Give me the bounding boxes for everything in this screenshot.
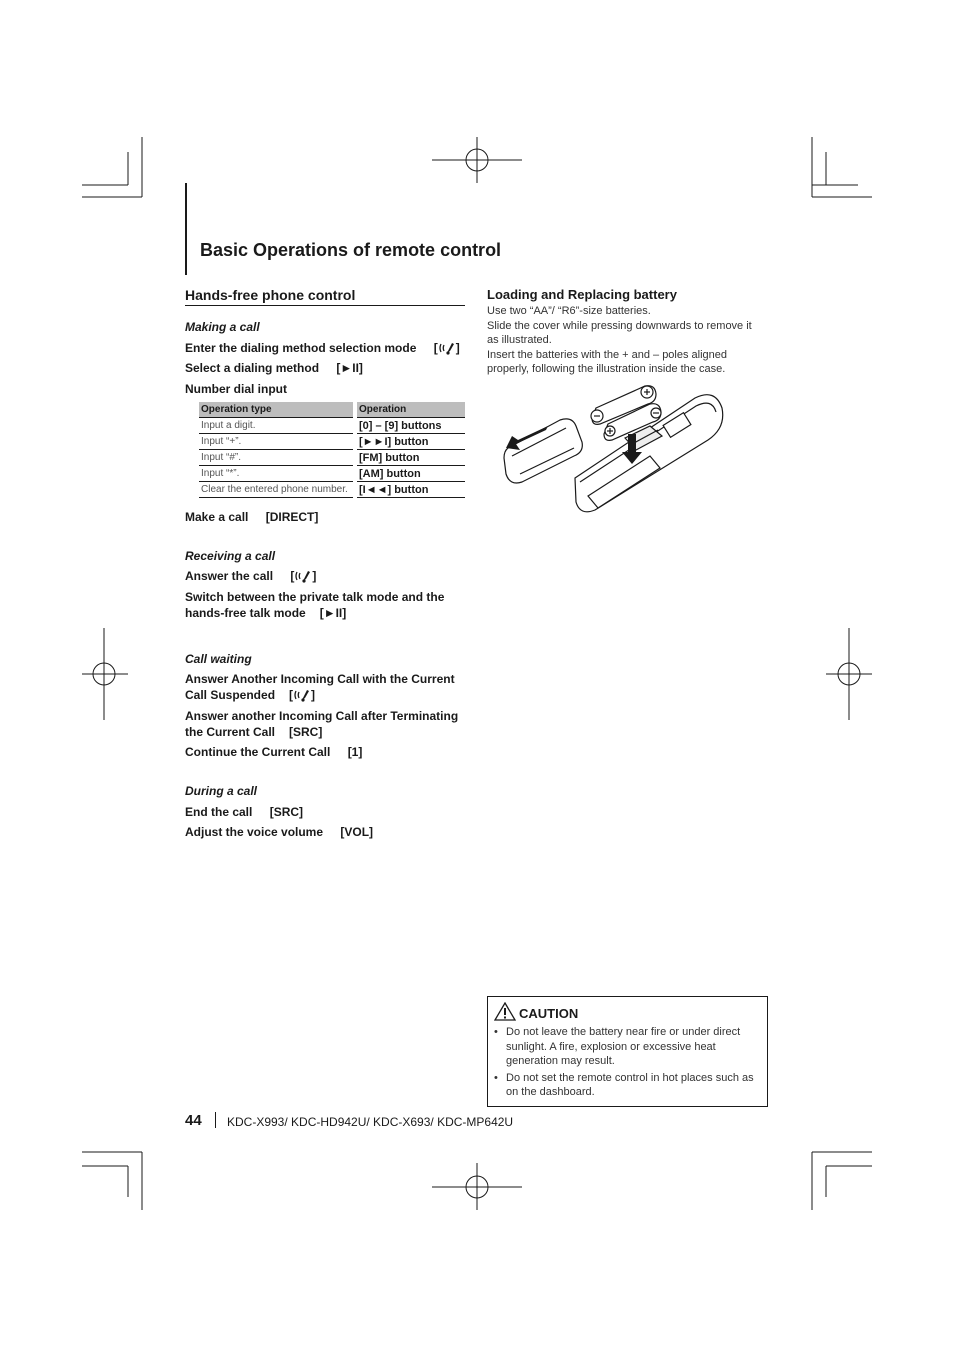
direct-key: [DIRECT] [265,510,319,524]
end-call-row [185,804,303,820]
table-row [199,466,465,482]
call-waiting-item-1-line2: Call Suspended [185,688,276,702]
adjust-volume-label: Adjust the voice volume [185,825,324,839]
answer-call-row [185,568,316,584]
operation-cell: [AM] button [355,466,465,482]
call-waiting-item-2 [185,708,470,740]
warning-icon [494,1002,516,1021]
table-row [199,434,465,450]
receiving-call-heading: Receiving a call [185,549,276,563]
switch-talk-mode-line1: Switch between the private talk mode and the [185,590,445,604]
src-key: [SRC] [289,725,323,739]
battery-illustration [500,378,728,516]
battery-heading: Loading and Replacing battery [487,287,677,302]
call-waiting-heading: Call waiting [185,652,252,666]
answer-call-label: Answer the call [185,569,274,583]
operation-table [199,402,465,498]
call-waiting-item-2-line2: the Current Call [185,725,276,739]
battery-text-2: Slide the cover while pressing downwards to remove it as illustrated. [487,319,752,346]
operation-cell: [I◄◄] button [355,482,465,498]
enter-dialing-mode-row [185,340,460,356]
phone-key-icon: [ ] [433,341,460,355]
enter-dialing-mode-label: Enter the dialing method selection mode [185,341,417,355]
call-waiting-item-2-line1: Answer another Incoming Call after Terminating [185,709,459,723]
number-dial-input-label: Number dial input [185,382,287,396]
table-row [199,450,465,466]
title-bar [185,183,187,275]
battery-text-1: Use two “AA”/ “R6”-size batteries. [487,305,651,317]
model-list: KDC-X993/ KDC-HD942U/ KDC-X693/ KDC-MP642U [227,1115,514,1129]
make-call-row [185,509,318,525]
operation-cell: [FM] button [355,450,465,466]
src-key: [SRC] [269,805,304,819]
operation-type-cell: Input “+”. [199,434,355,450]
during-call-heading: During a call [185,784,258,798]
operation-type-cell: Clear the entered phone number. [199,482,355,498]
caution-item: • Do not set the remote control in hot places such as on the dashboard. [492,1071,762,1100]
table-header-operation: Operation [355,402,465,418]
call-waiting-item-3 [185,744,362,760]
switch-talk-mode-row [185,589,470,621]
operation-type-cell: Input “*”. [199,466,355,482]
call-waiting-item-3-label: Continue the Current Call [185,745,331,759]
table-header-operation-type: Operation type [199,402,355,418]
adjust-volume-row [185,824,373,840]
section-title: Hands-free phone control [185,287,465,306]
call-waiting-item-1 [185,671,470,703]
caution-item: • Do not leave the battery near fire or under direct sunlight. A fire, explosion or excessive heat generation may result. [492,1025,762,1069]
phone-key-icon: [ ] [289,688,316,702]
battery-instructions [487,304,763,377]
switch-talk-mode-line2: hands-free talk mode [185,606,306,620]
footer-divider [215,1112,216,1128]
caution-box [487,996,768,1107]
operation-cell: [►►I] button [355,434,465,450]
phone-key-icon: [ ] [290,569,317,583]
one-key: [1] [347,745,363,759]
making-call-heading: Making a call [185,320,260,334]
table-row [199,482,465,498]
operation-cell: [0] – [9] buttons [355,418,465,434]
call-waiting-item-1-line1: Answer Another Incoming Call with the Current [185,672,455,686]
battery-text-3: Insert the batteries with the + and – poles aligned properly, following the illustration inside the case. [487,348,728,375]
end-call-label: End the call [185,805,253,819]
make-call-label: Make a call [185,510,249,524]
operation-type-cell: Input “#”. [199,450,355,466]
caution-title: CAUTION [519,1006,579,1021]
page-number: 44 [185,1112,202,1129]
caution-list [492,1025,762,1102]
table-row [199,418,465,434]
operation-type-cell: Input a digit. [199,418,355,434]
page-title: Basic Operations of remote control [200,240,502,260]
play-pause-key-icon: [►II] [336,361,363,375]
play-pause-key-icon: [►II] [319,606,347,620]
vol-key: [VOL] [340,825,374,839]
select-dialing-method-label: Select a dialing method [185,361,320,375]
table-header-row [199,402,465,418]
select-dialing-method-row [185,360,363,376]
